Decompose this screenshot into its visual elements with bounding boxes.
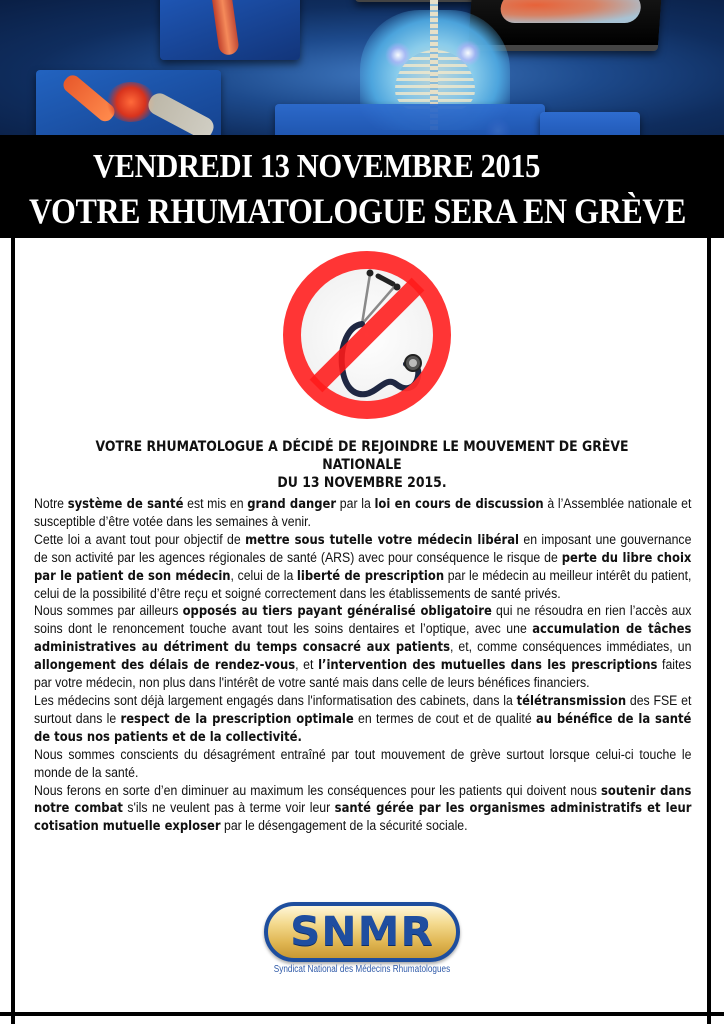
plain-text: par le médecin au meilleur intérêt du patient, celui de la possibilité d’être reçu et soigné correctement dans les établissements de santé privés. — [34, 567, 692, 602]
plain-text: Les médecins sont déjà largement engagés dans l'informatisation des cabinets, dans la — [34, 692, 517, 709]
xray-panel-knee — [160, 0, 300, 60]
plain-text: par la — [336, 496, 375, 512]
emphasis-text: télétransmission — [516, 693, 627, 709]
plain-text: Notre — [34, 496, 68, 512]
no-stethoscope-icon — [278, 246, 456, 424]
plain-text: s'ils ne veulent pas à terme voir leur — [122, 800, 335, 817]
plain-text: , et, comme conséquences immédiates, un — [449, 639, 692, 656]
xray-panel-elbow — [540, 112, 640, 136]
xray-panel-pelvis — [275, 104, 545, 136]
plain-text: qui ne résoudra en rien l’accès aux soins dont le renoncement touche avant tout les soins dentaires et l’optique, avec une — [34, 603, 692, 638]
strike-heading — [85, 438, 639, 492]
body-paragraph — [34, 693, 691, 747]
snmr-logo — [264, 902, 460, 974]
emphasis-text: accumulation de tâches administratives au détriment du temps consacré aux patients — [34, 622, 692, 656]
emphasis-text: allongement des délais de rendez-vous — [34, 658, 296, 674]
xray-panel-top — [355, 0, 475, 2]
emphasis-text: perte du libre choix par le patient de son médecin — [34, 550, 692, 584]
emphasis-text: santé gérée par les organismes administratifs et leur cotisation mutuelle exploser — [34, 801, 692, 835]
strike-heading-line2: DU 13 NOVEMBRE 2015. — [277, 475, 447, 491]
body-paragraph — [34, 496, 691, 532]
emphasis-text: système de santé — [67, 497, 184, 512]
emphasis-text: soutenir dans notre combat — [34, 783, 692, 817]
emphasis-text: l’intervention des mutuelles dans les prescriptions — [318, 658, 658, 674]
body-paragraph — [34, 603, 691, 693]
xray-panel-wrist — [36, 70, 221, 136]
body-text — [34, 496, 691, 836]
emphasis-text: mettre sous tutelle votre médecin libéral — [245, 532, 519, 548]
plain-text: faites par votre médecin, non plus dans l'intérêt de votre santé mais dans celle de leurs bénéfices financiers. — [34, 657, 692, 692]
shoulder-glow — [455, 40, 481, 66]
plain-text: , celui de la — [230, 567, 297, 584]
plain-text: à l’Assemblée nationale et susceptible d’être votée dans les semaines à venir. — [34, 496, 692, 530]
emphasis-text: opposés au tiers payant généralisé obligatoire — [182, 604, 492, 620]
plain-text: Nous ferons en sorte d’en diminuer au maximum les conséquences pour les patients qui doivent nous — [34, 782, 602, 799]
hero-medical-illustration — [0, 0, 724, 136]
plain-text: Nous sommes conscients du désagrément entraîné par tout mouvement de grève surtout lorsque celui-ci touche le monde de la santé. — [34, 746, 692, 781]
plain-text: en imposant une gouvernance de son activité par les agences régionales de santé (ARS) avec pour conséquence le risque de — [34, 531, 692, 566]
logo-acronym: SNMR — [290, 909, 434, 955]
frame-border-right — [707, 238, 711, 1024]
title-date: VENDREDI 13 NOVEMBRE 2015 — [93, 148, 540, 185]
shoulder-glow — [385, 42, 411, 68]
plain-text: en termes de cout et de qualité — [353, 710, 536, 727]
plain-text: Nous sommes par ailleurs — [34, 603, 183, 620]
plain-text: , et — [295, 657, 319, 674]
logo-full-name: Syndicat National des Médecins Rhumatologues — [273, 964, 451, 975]
body-paragraph — [34, 747, 691, 783]
emphasis-text: respect de la prescription optimale — [120, 711, 354, 727]
frame-border-bottom — [0, 1012, 724, 1016]
plain-text: est mis en — [183, 496, 248, 512]
body-paragraph — [34, 532, 691, 604]
plain-text: Cette loi a avant tout pour objectif de — [34, 531, 246, 548]
emphasis-text: au bénéfice de la santé de tous nos patients et de la collectivité. — [34, 711, 692, 745]
emphasis-text: grand danger — [247, 497, 337, 512]
plain-text: des FSE et surtout dans le — [34, 692, 692, 727]
emphasis-text: liberté de prescription — [296, 568, 445, 584]
title-strike-announcement: VOTRE RHUMATOLOGUE SERA EN GRÈVE — [29, 191, 686, 231]
body-paragraph — [34, 783, 691, 837]
emphasis-text: loi en cours de discussion — [374, 497, 544, 512]
strike-heading-line1: VOTRE RHUMATOLOGUE A DÉCIDÉ DE REJOINDRE LE MOUVEMENT DE GRÈVE NATIONALE — [95, 439, 629, 473]
plain-text: par le désengagement de la sécurité sociale. — [220, 818, 468, 835]
frame-border-left — [11, 238, 15, 1024]
